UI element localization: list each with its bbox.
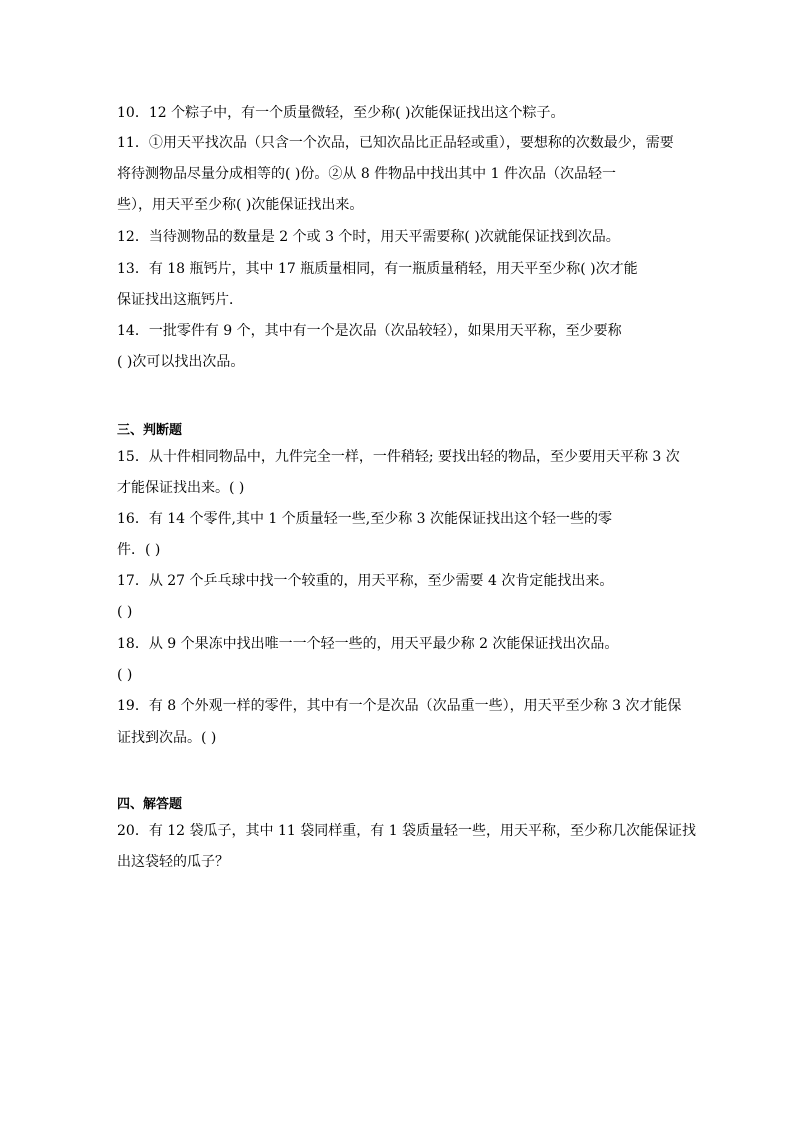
question-15-line-1: 15．从十件相同物品中，九件完全一样，一件稍轻; 要找出轻的物品，至少要用天平称 3 次 xyxy=(117,449,680,465)
question-11-line-1: 11．①用天平找次品（只含一个次品，已知次品比正品轻或重），要想称的次数最少，需要 xyxy=(117,135,674,151)
question-14-line-1: 14．一批零件有 9 个，其中有一个是次品（次品较轻），如果用天平称，至少要称 xyxy=(117,323,622,339)
question-16-line-1: 16．有 14 个零件,其中 1 个质量轻一些,至少称 3 次能保证找出这个轻一些的零 xyxy=(117,511,613,527)
question-17-line-2: ( ) xyxy=(117,604,133,620)
question-11-line-3: 些），用天平至少称( )次能保证找出来。 xyxy=(117,197,364,213)
question-10-line-1: 10．12 个粽子中，有一个质量微轻，至少称( )次能保证找出这个粽子。 xyxy=(117,105,565,121)
question-17-line-1: 17．从 27 个乒乓球中找一个较重的，用天平称，至少需要 4 次肯定能找出来。 xyxy=(117,573,614,589)
question-14-line-2: ( )次可以找出次品。 xyxy=(117,354,245,370)
question-13-line-2: 保证找出这瓶钙片． xyxy=(117,292,243,308)
section-heading-judgement: 三、判断题 xyxy=(117,423,183,438)
question-13-line-1: 13．有 18 瓶钙片，其中 17 瓶质量相同，有一瓶质量稍轻，用天平至少称( )次才能 xyxy=(117,261,638,277)
section-heading-answer: 四、解答题 xyxy=(117,797,183,812)
question-20-line-2: 出这袋轻的瓜子？ xyxy=(117,854,229,870)
question-16-line-2: 件．( ) xyxy=(117,542,161,558)
question-18-line-1: 18．从 9 个果冻中找出唯一一个轻一些的，用天平最少称 2 次能保证找出次品。 xyxy=(117,636,619,652)
question-18-line-2: ( ) xyxy=(117,667,133,683)
question-20-line-1: 20．有 12 袋瓜子，其中 11 袋同样重，有 1 袋质量轻一些，用天平称，至少称几次能保证找 xyxy=(117,823,697,839)
question-15-line-2: 才能保证找出来。( ) xyxy=(117,480,245,496)
question-12-line-1: 12．当待测物品的数量是 2 个或 3 个时，用天平需要称( )次就能保证找到次品。 xyxy=(117,229,620,245)
question-19-line-2: 证找到次品。( ) xyxy=(117,730,217,746)
question-11-line-2: 将待测物品尽量分成相等的( )份。②从 8 件物品中找出其中 1 件次品（次品轻一 xyxy=(117,166,616,182)
question-19-line-1: 19．有 8 个外观一样的零件，其中有一个是次品（次品重一些），用天平至少称 3 次才能保 xyxy=(117,698,682,714)
